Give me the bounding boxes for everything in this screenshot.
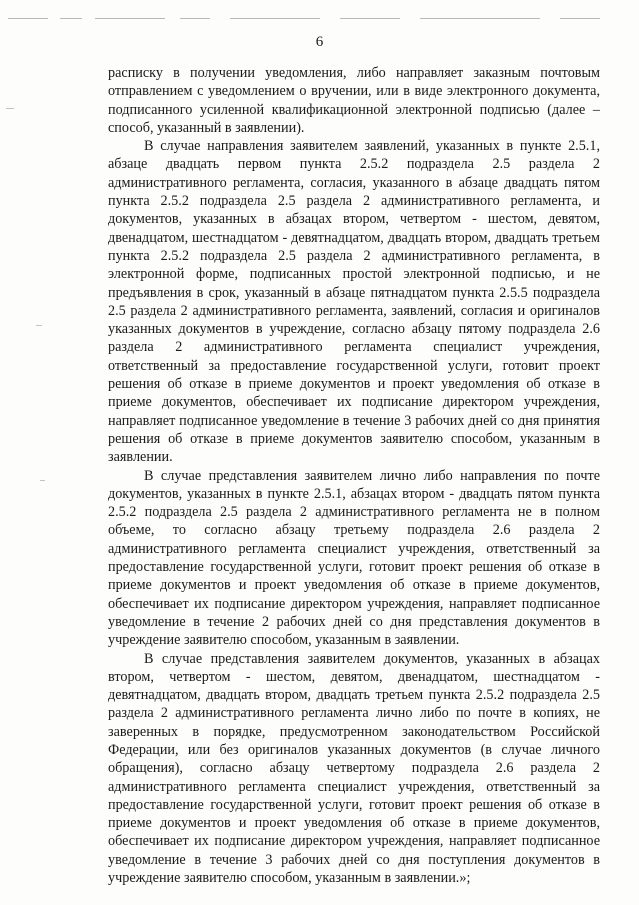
scan-artifact-margin bbox=[6, 108, 14, 109]
paragraph: В случае представления заявителем документов, указанных в абзацах втором, четвертом - шестом, девятом, двенадцатом, шестнадцатом - девятнадцатом, двадцать втором, двадцать третьем пункта 2.5.2 подраздела 2.5 раздела 2 административного регламента лично либо по почте в копиях, не заверенных в порядке, предусмотренном законодательством Российской Федерации, или без оригиналов указанных документов (в случае личного обращения), согласно абзацу четвертому подраздела 2.6 раздела 2 административного регламента специалист учреждения, ответственный за предоставление государственной услуги, готовит проект решения об отказе в приеме документов и проект уведомления об отказе в приеме документов, обеспечивает их подписание директором учреждения, направляет подписанное уведомление в течение 3 рабочих дней со дня поступления документов в учреждение заявителю способом, указанным в заявлении.»; bbox=[108, 650, 600, 887]
scan-artifact-top bbox=[0, 16, 639, 22]
paragraph: расписку в получении уведомления, либо направляет заказным почтовым отправлением с уведомлением о вручении, или в виде электронного документа, подписанного усиленной квалификационной электронной подписью (далее – способ, указанный в заявлении). bbox=[108, 65, 600, 136]
scan-artifact-margin bbox=[36, 325, 42, 326]
document-body bbox=[108, 64, 600, 887]
scan-artifact-margin bbox=[40, 480, 45, 481]
paragraph: В случае представления заявителем лично либо направления по почте документов, указанных в пункте 2.5.1, абзацах втором - двадцать пятом пункта 2.5.2 подраздела 2.5 раздела 2 административного регламента не в полном объеме, то согласно абзацу третьему подраздела 2.6 раздела 2 административного регламента специалист учреждения, ответственный за предоставление государственной услуги, готовит проект решения об отказе в приеме документов и проект уведомления об отказе в приеме документов, обеспечивает их подписание директором учреждения, направляет подписанное уведомление в течение 2 рабочих дней со дня представления документов в учреждение заявителю способом, указанным в заявлении. bbox=[108, 467, 600, 649]
paragraph: В случае направления заявителем заявлений, указанных в пункте 2.5.1, абзаце двадцать первом пункта 2.5.2 подраздела 2.5 раздела 2 административного регламента, согласия, указанного в абзаце двадцать пятом пункта 2.5.2 подраздела 2.5 раздела 2 административного регламента, и документов, указанных в абзацах втором, четвертом - шестом, девятом, двенадцатом, шестнадцатом - девятнадцатом, двадцать втором, двадцать третьем пункта 2.5.2 подраздела 2.5 раздела 2 административного регламента, в электронной форме, подписанных простой электронной подписью, и не предъявления в срок, указанный в абзаце пятнадцатом пункта 2.5.5 подраздела 2.5 раздела 2 административного регламента, заявлений, согласия и оригиналов указанных документов в учреждение, согласно абзацу пятому подраздела 2.6 раздела 2 административного регламента специалист учреждения, ответственный за предоставление государственной услуги, готовит проект решения об отказе в приеме документов и проект уведомления об отказе в приеме документов, обеспечивает их подписание директором учреждения, направляет подписанное уведомление в течение 3 рабочих дней со дня принятия решения об отказе в приеме документов заявителю способом, указанным в заявлении. bbox=[108, 138, 600, 466]
page-number: 6 bbox=[315, 34, 324, 50]
